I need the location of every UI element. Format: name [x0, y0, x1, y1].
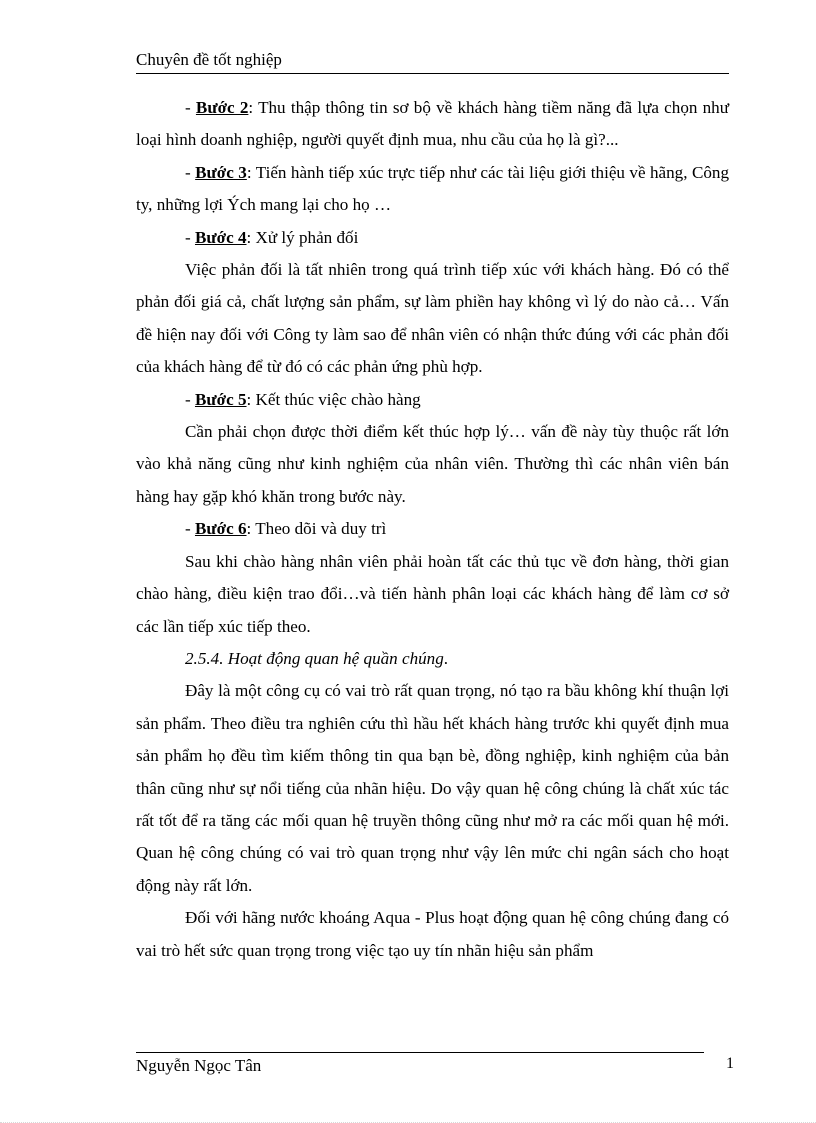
- paragraph-text: : Thu thập thông tin sơ bộ về khách hàng tiềm năng đã lựa chọn như loại hình doanh nghiệp, người quyết định mua, nhu cầu của họ là gì?...: [136, 98, 729, 150]
- step-label: Bước 2: [195, 98, 249, 117]
- paragraph-text: : Theo dõi và duy trì: [246, 519, 387, 539]
- page-number: 1: [726, 1055, 734, 1072]
- paragraph-step-4: [136, 222, 729, 254]
- paragraph-objections: Việc phản đối là tất nhiên trong quá trình tiếp xúc với khách hàng. Đó có thể phản đối giá cả, chất lượng sản phẩm, sự làm phiền hay không vì lý do nào cả… Vấn đề hiện nay đối với Công ty làm sao để nhân viên có nhận thức đúng với các phản đối của khách hàng để từ đó có các phản ứng phù hợp.: [136, 260, 729, 377]
- paragraph-step-2: [136, 92, 729, 157]
- section-title: 2.5.4. Hoạt động quan hệ quần chúng: [185, 648, 444, 668]
- paragraph-follow-up: Sau khi chào hàng nhân viên phải hoàn tất các thủ tục về đơn hàng, thời gian chào hàng, điều kiện trao đổi…và tiến hành phân loại các khách hàng để làm cơ sở các lần tiếp xúc tiếp theo.: [136, 551, 729, 636]
- paragraph-closing: Cần phải chọn được thời điểm kết thúc hợp lý… vấn đề này tùy thuộc rất lớn vào khả năng cũng như kinh nghiệm của nhân viên. Thường thì các nhân viên bán hàng hay gặp khó khăn trong bước này.: [136, 422, 729, 506]
- section-title-period: .: [443, 648, 449, 668]
- section-heading-2-5-4: [136, 643, 729, 675]
- step-label: Bước 6: [194, 519, 247, 539]
- paragraph-public-relations: Đây là một công cụ có vai trò rất quan trọng, nó tạo ra bầu không khí thuận lợi sản phẩm. Theo điều tra nghiên cứu thì hầu hết khách hàng trước khi quyết định mua sản phẩm họ đều tìm kiếm thông tin qua bạn bè, đồng nghiệp, kinh nghiệm của bản thân cũng như sự nổi tiếng của nhãn hiệu. Do vậy quan hệ công chúng là chất xúc tác rất tốt để ra tăng các mối quan hệ truyền thông cũng như mở ra các mối quan hệ mới. Quan hệ công chúng có vai trò quan trọng như vậy lên mức chi ngân sách cho hoạt động này rất lớn.: [136, 681, 729, 895]
- paragraph-text: : Kết thúc việc chào hàng: [246, 389, 421, 409]
- step-prefix: -: [185, 162, 196, 182]
- footer-divider: [136, 1052, 704, 1053]
- paragraph-text: : Tiến hành tiếp xúc trực tiếp như các tài liệu giới thiệu về hãng, Công ty, những lợi Ých mang lại cho họ …: [136, 162, 729, 215]
- page-header: Chuyên đề tốt nghiệp: [136, 50, 729, 74]
- step-prefix: -: [185, 389, 195, 409]
- step-prefix: -: [185, 227, 195, 247]
- step-prefix: -: [185, 519, 195, 539]
- paragraph-aqua-plus: Đối với hãng nước khoáng Aqua - Plus hoạt động quan hệ công chúng đang có vai trò hết sức quan trọng trong việc tạo uy tín nhãn hiệu sản phẩm: [136, 908, 729, 960]
- paragraph-step-6: [136, 513, 729, 545]
- body-text: [136, 92, 729, 967]
- paragraph-step-3: [136, 157, 729, 222]
- step-label: Bước 3: [195, 162, 247, 182]
- footer-author: Nguyễn Ngọc Tân: [136, 1056, 262, 1075]
- step-label: Bước 4: [194, 227, 247, 247]
- paragraph-step-5: [136, 384, 729, 416]
- step-prefix: -: [185, 98, 196, 117]
- step-label: Bước 5: [194, 389, 247, 409]
- paragraph-text: : Xử lý phản đối: [246, 227, 359, 247]
